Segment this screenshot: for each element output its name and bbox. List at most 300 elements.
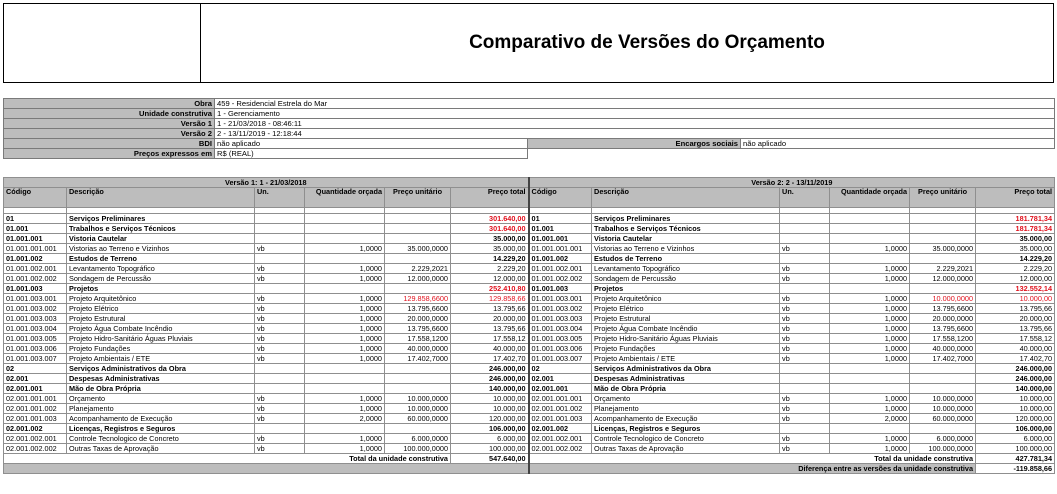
- v2-item-total-price: 6.000,00: [976, 434, 1055, 444]
- v2-item-total-price: 13.795,66: [976, 324, 1055, 334]
- v1-item-quantity: 1,0000: [305, 344, 385, 354]
- v2-item-code: 01.001.003.005: [529, 334, 592, 344]
- v1-item-unit-price: 129.858,6600: [385, 294, 451, 304]
- v2-item-code: 01.001.003.006: [529, 344, 592, 354]
- budget-row: [4, 324, 1055, 334]
- v1-item-unit: [255, 374, 305, 384]
- v1-item-quantity: [305, 284, 385, 294]
- v1-item-unit-price: [385, 234, 451, 244]
- v2-item-unit: vb: [780, 404, 830, 414]
- v1-item-unit-price: [385, 424, 451, 434]
- col-header-un: Un.: [255, 188, 305, 208]
- v2-item-unit: vb: [780, 294, 830, 304]
- v1-item-total-price: 35.000,00: [451, 234, 529, 244]
- v1-item-quantity: 1,0000: [305, 304, 385, 314]
- precos-label: Preços expressos em: [4, 149, 215, 159]
- v2-item-description: Acompanhamento de Execução: [592, 414, 780, 424]
- v1-item-total-price: 17.558,12: [451, 334, 529, 344]
- v1-item-description: Acompanhamento de Execução: [67, 414, 255, 424]
- v2-item-code: 01: [529, 214, 592, 224]
- col-header-preco-unitario: Preço unitário: [385, 188, 451, 208]
- v2-item-total-price: 246.000,00: [976, 374, 1055, 384]
- budget-row: [4, 284, 1055, 294]
- v1-item-total-price: 35.000,00: [451, 244, 529, 254]
- v1-item-description: Projeto Fundações: [67, 344, 255, 354]
- v2-item-total-price: 35.000,00: [976, 244, 1055, 254]
- v1-item-description: Vistoria Cautelar: [67, 234, 255, 244]
- v2-item-unit-price: [910, 424, 976, 434]
- budget-row: [4, 314, 1055, 324]
- v2-item-quantity: [830, 364, 910, 374]
- v1-item-quantity: 1,0000: [305, 404, 385, 414]
- v2-item-unit: [780, 384, 830, 394]
- v1-item-code: 01.001.003.005: [4, 334, 67, 344]
- v1-item-description: Despesas Administrativas: [67, 374, 255, 384]
- v2-item-code: 02.001.001.001: [529, 394, 592, 404]
- v1-item-unit: vb: [255, 344, 305, 354]
- v1-item-code: 02.001.001: [4, 384, 67, 394]
- v1-item-total-price: 10.000,00: [451, 404, 529, 414]
- v2-item-total-price: 12.000,00: [976, 274, 1055, 284]
- v2-item-unit-price: 13.795,6600: [910, 324, 976, 334]
- v1-item-unit: [255, 364, 305, 374]
- budget-row: [4, 234, 1055, 244]
- v2-item-total-price: 181.781,34: [976, 214, 1055, 224]
- v2-item-quantity: 1,0000: [830, 294, 910, 304]
- v1-item-unit-price: [385, 374, 451, 384]
- budget-row: [4, 434, 1055, 444]
- v1-item-quantity: 1,0000: [305, 274, 385, 284]
- v2-item-description: Vistoria Cautelar: [592, 234, 780, 244]
- v2-item-code: 01.001.003.001: [529, 294, 592, 304]
- encargos-value: não aplicado: [741, 139, 1055, 149]
- v2-item-description: Sondagem de Percussão: [592, 274, 780, 284]
- v1-item-code: 02.001.001.002: [4, 404, 67, 414]
- v2-item-quantity: 1,0000: [830, 404, 910, 414]
- versao1-value: 1 - 21/03/2018 - 08:46:11: [215, 119, 1055, 129]
- versao2-label: Versão 2: [4, 129, 215, 139]
- v2-item-unit-price: 17.558,1200: [910, 334, 976, 344]
- budget-row: [4, 274, 1055, 284]
- v2-item-unit: [780, 234, 830, 244]
- v1-item-unit-price: 20.000,0000: [385, 314, 451, 324]
- v1-item-description: Projetos: [67, 284, 255, 294]
- v1-item-unit-price: [385, 284, 451, 294]
- budget-row: [4, 424, 1055, 434]
- v2-item-quantity: [830, 374, 910, 384]
- v1-item-code: 01: [4, 214, 67, 224]
- total-value-v2: 427.781,34: [976, 454, 1055, 464]
- v2-item-code: 02.001.001.003: [529, 414, 592, 424]
- v1-item-total-price: 246.000,00: [451, 364, 529, 374]
- v2-item-code: 02.001.001: [529, 384, 592, 394]
- v2-item-quantity: 1,0000: [830, 304, 910, 314]
- version-header-row: [4, 178, 1055, 188]
- v2-item-unit: [780, 374, 830, 384]
- v2-item-code: 01.001.002: [529, 254, 592, 264]
- v2-item-quantity: 1,0000: [830, 334, 910, 344]
- v2-item-unit: [780, 284, 830, 294]
- col-header-descricao: Descrição: [67, 188, 255, 208]
- v1-item-unit: vb: [255, 324, 305, 334]
- v1-item-unit-price: [385, 364, 451, 374]
- v2-item-unit-price: 17.402,7000: [910, 354, 976, 364]
- v2-item-description: Projeto Elétrico: [592, 304, 780, 314]
- v2-item-unit: vb: [780, 324, 830, 334]
- v1-item-quantity: 1,0000: [305, 264, 385, 274]
- logo-area: [4, 4, 201, 82]
- budget-row: [4, 374, 1055, 384]
- v2-item-quantity: 1,0000: [830, 344, 910, 354]
- v1-item-unit: [255, 284, 305, 294]
- v1-item-unit-price: [385, 254, 451, 264]
- budget-info-table: [3, 98, 1055, 159]
- v2-item-unit: vb: [780, 344, 830, 354]
- v1-item-total-price: 100.000,00: [451, 444, 529, 454]
- v2-item-unit-price: [910, 214, 976, 224]
- v1-item-unit-price: 6.000,0000: [385, 434, 451, 444]
- info-row-obra: [4, 99, 1055, 109]
- v1-item-description: Vistorias ao Terreno e Vizinhos: [67, 244, 255, 254]
- v1-item-unit: [255, 384, 305, 394]
- v1-item-code: 01.001.003.002: [4, 304, 67, 314]
- v1-item-unit-price: 17.558,1200: [385, 334, 451, 344]
- v1-item-description: Orçamento: [67, 394, 255, 404]
- bdi-label: BDI: [4, 139, 215, 149]
- v2-item-unit: vb: [780, 264, 830, 274]
- encargos-label: Encargos sociais: [528, 139, 741, 149]
- budget-row: [4, 224, 1055, 234]
- v2-item-total-price: 181.781,34: [976, 224, 1055, 234]
- v2-item-unit-price: 10.000,0000: [910, 294, 976, 304]
- info-row-bdi: [4, 139, 1055, 149]
- difference-value: -119.858,66: [976, 464, 1055, 474]
- v1-item-description: Controle Tecnologico de Concreto: [67, 434, 255, 444]
- budget-row: [4, 364, 1055, 374]
- v1-item-code: 02.001.001.001: [4, 394, 67, 404]
- version2-header: Versão 2: 2 - 13/11/2019: [529, 178, 1055, 188]
- info-blank: [528, 149, 1055, 159]
- v2-item-description: Outras Taxas de Aprovação: [592, 444, 780, 454]
- v2-item-unit: vb: [780, 244, 830, 254]
- v1-item-code: 02: [4, 364, 67, 374]
- info-row-unidade: [4, 109, 1055, 119]
- v1-item-unit: vb: [255, 394, 305, 404]
- v1-item-total-price: 14.229,20: [451, 254, 529, 264]
- v1-item-code: 01.001.003.001: [4, 294, 67, 304]
- v2-item-unit-price: 35.000,0000: [910, 244, 976, 254]
- budget-row: [4, 414, 1055, 424]
- precos-value: R$ (REAL): [215, 149, 528, 159]
- budget-row: [4, 344, 1055, 354]
- budget-row: [4, 264, 1055, 274]
- v1-item-description: Projeto Ambientais / ETE: [67, 354, 255, 364]
- v1-item-unit: vb: [255, 304, 305, 314]
- v1-item-unit: vb: [255, 334, 305, 344]
- v2-item-total-price: 10.000,00: [976, 404, 1055, 414]
- v1-item-unit: vb: [255, 274, 305, 284]
- v1-item-description: Mão de Obra Própria: [67, 384, 255, 394]
- v1-item-total-price: 301.640,00: [451, 214, 529, 224]
- v2-item-quantity: [830, 224, 910, 234]
- v2-item-quantity: 1,0000: [830, 314, 910, 324]
- v2-item-description: Serviços Administrativos da Obra: [592, 364, 780, 374]
- v1-item-total-price: 301.640,00: [451, 224, 529, 234]
- v1-item-unit: [255, 214, 305, 224]
- v2-item-description: Projeto Arquitetônico: [592, 294, 780, 304]
- v1-item-code: 01.001.003.003: [4, 314, 67, 324]
- v1-item-unit-price: 13.795,6600: [385, 324, 451, 334]
- v2-item-description: Levantamento Topográfico: [592, 264, 780, 274]
- v2-item-total-price: 13.795,66: [976, 304, 1055, 314]
- v1-item-description: Projeto Hidro-Sanitário Águas Pluviais: [67, 334, 255, 344]
- v1-item-total-price: 17.402,70: [451, 354, 529, 364]
- v2-item-quantity: 1,0000: [830, 324, 910, 334]
- obra-value: 459 - Residencial Estrela do Mar: [215, 99, 1055, 109]
- v2-item-quantity: 1,0000: [830, 394, 910, 404]
- v2-item-code: 02: [529, 364, 592, 374]
- v2-item-description: Projeto Estrutural: [592, 314, 780, 324]
- v1-item-code: 01.001: [4, 224, 67, 234]
- v1-item-quantity: 2,0000: [305, 414, 385, 424]
- v2-item-unit-price: [910, 254, 976, 264]
- version1-header: Versão 1: 1 - 21/03/2018: [4, 178, 529, 188]
- comparison-table: [3, 177, 1055, 474]
- v2-item-description: Projeto Fundações: [592, 344, 780, 354]
- versao1-label: Versão 1: [4, 119, 215, 129]
- budget-row: [4, 354, 1055, 364]
- v1-item-total-price: 140.000,00: [451, 384, 529, 394]
- v1-item-unit-price: 13.795,6600: [385, 304, 451, 314]
- v1-item-unit-price: 12.000,0000: [385, 274, 451, 284]
- v1-item-quantity: [305, 254, 385, 264]
- v1-item-quantity: 1,0000: [305, 314, 385, 324]
- v1-item-total-price: 120.000,00: [451, 414, 529, 424]
- budget-row: [4, 254, 1055, 264]
- v2-item-total-price: 2.229,20: [976, 264, 1055, 274]
- v2-item-total-price: 17.558,12: [976, 334, 1055, 344]
- budget-row: [4, 404, 1055, 414]
- v2-item-quantity: [830, 214, 910, 224]
- v2-item-unit: vb: [780, 414, 830, 424]
- v1-item-unit: [255, 254, 305, 264]
- v1-item-code: 02.001.002.002: [4, 444, 67, 454]
- info-row-versao1: [4, 119, 1055, 129]
- v1-item-quantity: 1,0000: [305, 244, 385, 254]
- report-header: [3, 3, 1054, 83]
- v2-item-description: Projeto Água Combate Incêndio: [592, 324, 780, 334]
- v2-item-description: Projeto Ambientais / ETE: [592, 354, 780, 364]
- v2-item-total-price: 132.552,14: [976, 284, 1055, 294]
- v2-item-unit: vb: [780, 354, 830, 364]
- v1-item-unit: vb: [255, 434, 305, 444]
- col-header-preco-unitario: Preço unitário: [910, 188, 976, 208]
- budget-row: [4, 394, 1055, 404]
- v2-item-unit-price: 40.000,0000: [910, 344, 976, 354]
- v1-item-total-price: 129.858,66: [451, 294, 529, 304]
- v1-item-quantity: 1,0000: [305, 444, 385, 454]
- budget-row: [4, 444, 1055, 454]
- v2-item-total-price: 120.000,00: [976, 414, 1055, 424]
- v2-item-unit: vb: [780, 274, 830, 284]
- v2-item-total-price: 100.000,00: [976, 444, 1055, 454]
- v1-item-code: 01.001.002.002: [4, 274, 67, 284]
- v1-item-unit: vb: [255, 354, 305, 364]
- v2-item-unit: [780, 364, 830, 374]
- v2-item-code: 01.001.003.004: [529, 324, 592, 334]
- v1-item-quantity: 1,0000: [305, 334, 385, 344]
- v1-item-description: Sondagem de Percussão: [67, 274, 255, 284]
- v1-item-code: 01.001.003.006: [4, 344, 67, 354]
- v2-item-code: 02.001: [529, 374, 592, 384]
- info-row-versao2: [4, 129, 1055, 139]
- v2-item-unit-price: 13.795,6600: [910, 304, 976, 314]
- v1-item-quantity: [305, 234, 385, 244]
- v1-item-description: Projeto Água Combate Incêndio: [67, 324, 255, 334]
- v1-item-total-price: 106.000,00: [451, 424, 529, 434]
- budget-row: [4, 214, 1055, 224]
- col-header-un: Un.: [780, 188, 830, 208]
- report-title: Comparativo de Versões do Orçamento: [469, 32, 825, 53]
- v1-item-unit: vb: [255, 244, 305, 254]
- v2-item-total-price: 10.000,00: [976, 294, 1055, 304]
- v2-item-code: 01.001.003: [529, 284, 592, 294]
- v2-item-code: 01.001.003.003: [529, 314, 592, 324]
- v2-item-description: Vistorias ao Terreno e Vizinhos: [592, 244, 780, 254]
- v2-item-total-price: 17.402,70: [976, 354, 1055, 364]
- v1-item-total-price: 12.000,00: [451, 274, 529, 284]
- column-header-row: [4, 188, 1055, 208]
- v1-item-unit: vb: [255, 314, 305, 324]
- v1-item-description: Trabalhos e Serviços Técnicos: [67, 224, 255, 234]
- col-header-preco-total: Preço total: [976, 188, 1055, 208]
- difference-blank: [4, 464, 529, 474]
- v2-item-unit-price: [910, 364, 976, 374]
- v2-item-quantity: 1,0000: [830, 244, 910, 254]
- v1-item-unit: [255, 424, 305, 434]
- v1-item-code: 01.001.003.004: [4, 324, 67, 334]
- v2-item-description: Licenças, Registros e Seguros: [592, 424, 780, 434]
- v2-item-total-price: 20.000,00: [976, 314, 1055, 324]
- v2-item-quantity: 1,0000: [830, 434, 910, 444]
- v1-item-unit-price: 35.000,0000: [385, 244, 451, 254]
- v1-item-total-price: 246.000,00: [451, 374, 529, 384]
- v1-item-code: 02.001.002.001: [4, 434, 67, 444]
- v1-item-unit-price: 17.402,7000: [385, 354, 451, 364]
- v2-item-description: Controle Tecnologico de Concreto: [592, 434, 780, 444]
- v2-item-unit-price: 60.000,0000: [910, 414, 976, 424]
- v1-item-code: 01.001.002: [4, 254, 67, 264]
- v1-item-quantity: [305, 374, 385, 384]
- v2-item-description: Trabalhos e Serviços Técnicos: [592, 224, 780, 234]
- v1-item-code: 02.001: [4, 374, 67, 384]
- v2-item-description: Mão de Obra Própria: [592, 384, 780, 394]
- v1-item-total-price: 6.000,00: [451, 434, 529, 444]
- v2-item-quantity: [830, 234, 910, 244]
- v1-item-total-price: 10.000,00: [451, 394, 529, 404]
- v2-item-code: 01.001.002.001: [529, 264, 592, 274]
- v1-item-quantity: 1,0000: [305, 294, 385, 304]
- v2-item-unit: vb: [780, 314, 830, 324]
- v1-item-unit-price: [385, 384, 451, 394]
- col-header-quantidade: Quantidade orçada: [305, 188, 385, 208]
- v2-item-total-price: 14.229,20: [976, 254, 1055, 264]
- unidade-label: Unidade construtiva: [4, 109, 215, 119]
- v2-item-unit: vb: [780, 304, 830, 314]
- v1-item-code: 01.001.003: [4, 284, 67, 294]
- v2-item-total-price: 106.000,00: [976, 424, 1055, 434]
- v2-item-unit: vb: [780, 394, 830, 404]
- v1-item-description: Projeto Arquitetônico: [67, 294, 255, 304]
- total-label-v2: Total da unidade construtiva: [529, 454, 976, 464]
- versao2-value: 2 - 13/11/2019 - 12:18:44: [215, 129, 1055, 139]
- col-header-quantidade: Quantidade orçada: [830, 188, 910, 208]
- v2-item-code: 02.001.002.002: [529, 444, 592, 454]
- v1-item-total-price: 20.000,00: [451, 314, 529, 324]
- v1-item-quantity: [305, 424, 385, 434]
- v2-item-description: Estudos de Terreno: [592, 254, 780, 264]
- v2-item-code: 01.001.002.002: [529, 274, 592, 284]
- v1-item-unit: vb: [255, 264, 305, 274]
- v1-item-description: Licenças, Registros e Seguros: [67, 424, 255, 434]
- v1-item-description: Planejamento: [67, 404, 255, 414]
- v1-item-quantity: 1,0000: [305, 434, 385, 444]
- v1-item-unit: [255, 234, 305, 244]
- v2-item-quantity: [830, 254, 910, 264]
- col-header-descricao: Descrição: [592, 188, 780, 208]
- v1-item-code: 01.001.001: [4, 234, 67, 244]
- v1-item-description: Projeto Estrutural: [67, 314, 255, 324]
- v1-item-quantity: 1,0000: [305, 354, 385, 364]
- budget-row: [4, 294, 1055, 304]
- budget-row: [4, 304, 1055, 314]
- v1-item-unit-price: [385, 224, 451, 234]
- difference-label: Diferença entre as versões da unidade construtiva: [529, 464, 976, 474]
- v2-item-description: Despesas Administrativas: [592, 374, 780, 384]
- v2-item-total-price: 35.000,00: [976, 234, 1055, 244]
- v2-item-description: Orçamento: [592, 394, 780, 404]
- total-label-v1: Total da unidade construtiva: [4, 454, 451, 464]
- v1-item-quantity: [305, 214, 385, 224]
- v2-item-quantity: [830, 284, 910, 294]
- v1-item-unit: vb: [255, 414, 305, 424]
- v2-item-unit-price: [910, 374, 976, 384]
- difference-row: [4, 464, 1055, 474]
- budget-row: [4, 244, 1055, 254]
- v1-item-total-price: 13.795,66: [451, 304, 529, 314]
- v2-item-description: Serviços Preliminares: [592, 214, 780, 224]
- v2-item-unit: [780, 254, 830, 264]
- v1-item-description: Projeto Elétrico: [67, 304, 255, 314]
- v1-item-unit: vb: [255, 404, 305, 414]
- v2-item-total-price: 246.000,00: [976, 364, 1055, 374]
- v1-item-code: 01.001.001.001: [4, 244, 67, 254]
- v1-item-unit: vb: [255, 444, 305, 454]
- v2-item-quantity: 1,0000: [830, 264, 910, 274]
- v2-item-code: 02.001.001.002: [529, 404, 592, 414]
- v1-item-description: Outras Taxas de Aprovação: [67, 444, 255, 454]
- v1-item-quantity: [305, 224, 385, 234]
- unidade-value: 1 - Gerenciamento: [215, 109, 1055, 119]
- v2-item-unit-price: [910, 224, 976, 234]
- v1-item-quantity: 1,0000: [305, 394, 385, 404]
- v2-item-description: Projeto Hidro-Sanitário Águas Pluviais: [592, 334, 780, 344]
- v1-item-code: 02.001.002: [4, 424, 67, 434]
- v2-item-unit-price: 10.000,0000: [910, 394, 976, 404]
- obra-label: Obra: [4, 99, 215, 109]
- v1-item-unit-price: 10.000,0000: [385, 404, 451, 414]
- v1-item-quantity: [305, 384, 385, 394]
